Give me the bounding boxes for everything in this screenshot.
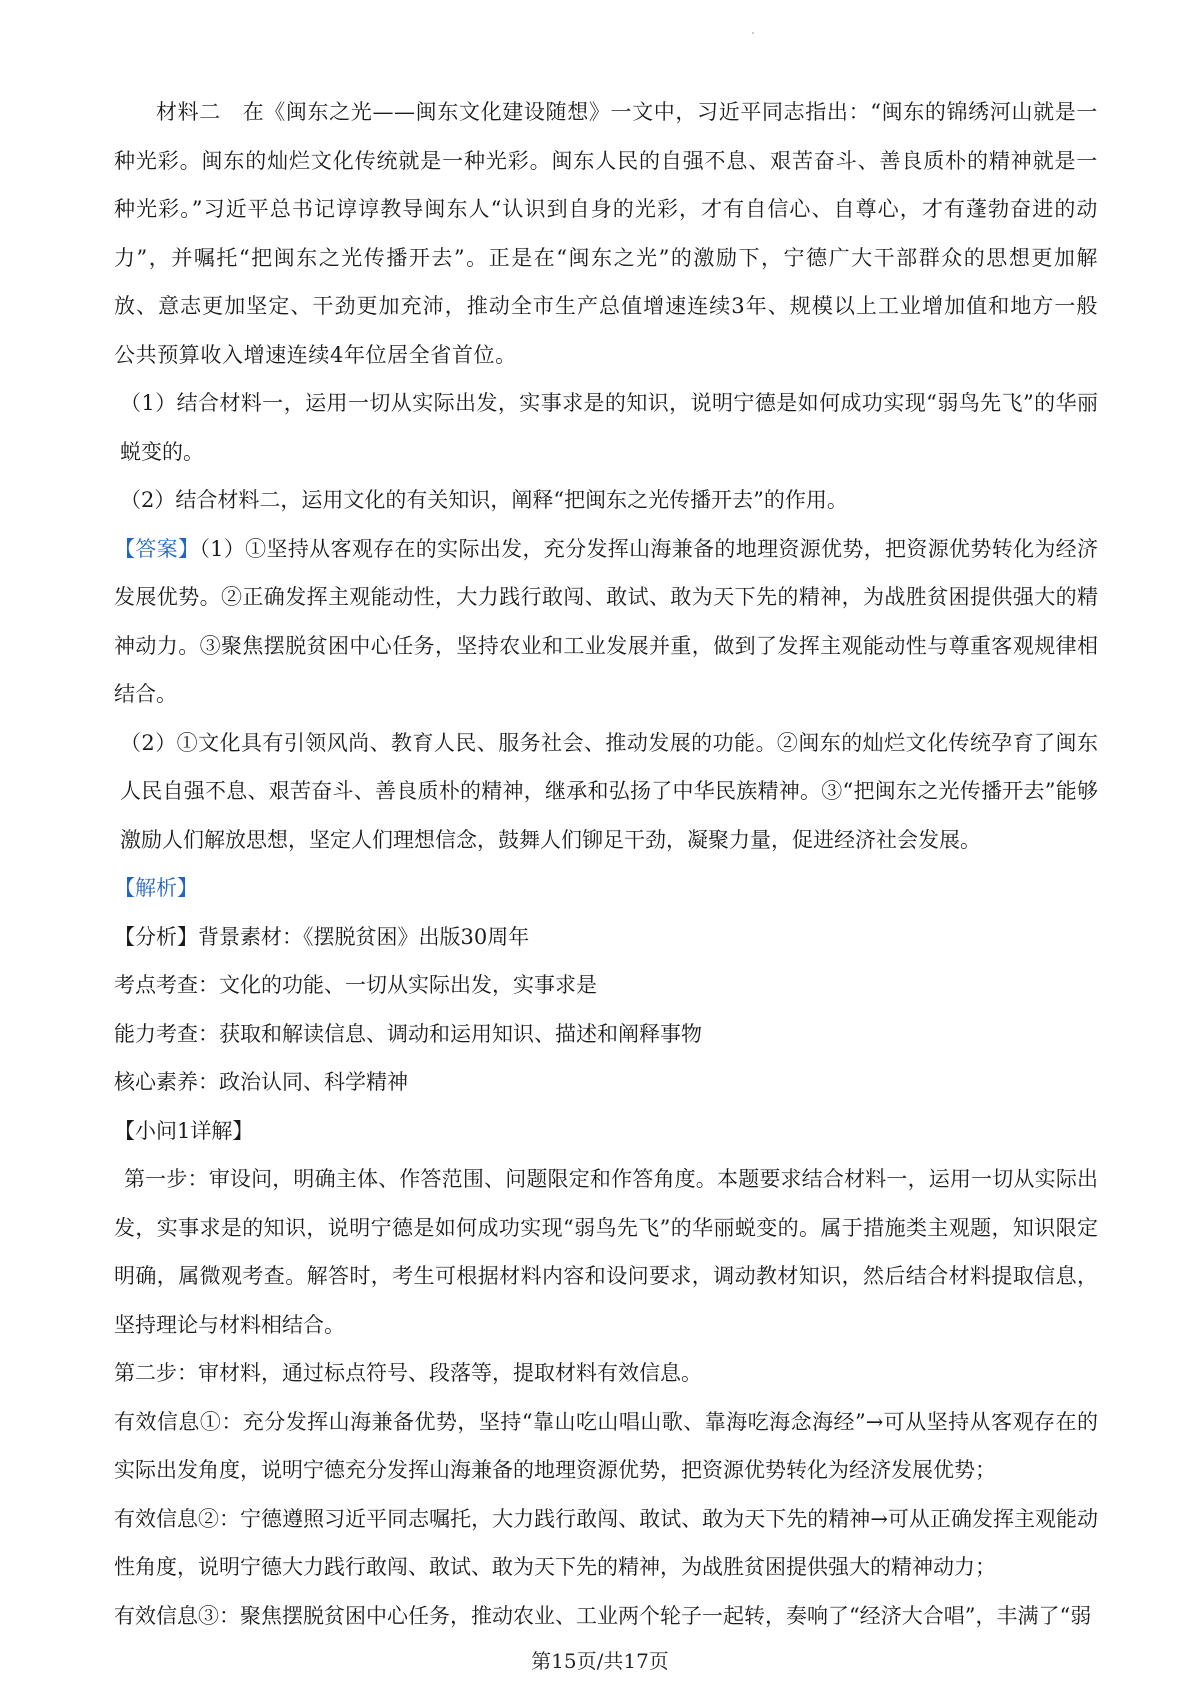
effective-info-2: 有效信息②：宁德遵照习近平同志嘱托，大力践行敢闯、敢试、敢为天下先的精神→可从正确发挥主观能动性角度，说明宁德大力践行敢闯、敢试、敢为天下先的精神，为战胜贫困提供强大的精神动力； — [114, 1506, 1098, 1579]
step-2-paragraph: 第二步：审材料，通过标点符号、段落等，提取材料有效信息。 — [114, 1361, 702, 1385]
page-content — [114, 88, 1098, 1640]
sub-question-1-heading: 【小问1详解】 — [114, 1118, 254, 1143]
analysis-exam-point: 考点考查：文化的功能、一切从实际出发，实事求是 — [114, 973, 597, 997]
step-1-paragraph: 第一步：审设问，明确主体、作答范围、问题限定和作答角度。本题要求结合材料一，运用一切从实际出发，实事求是的知识，说明宁德是如何成功实现“弱鸟先飞”的华丽蜕变的。属于措施类主观题，知识限定明确，属微观考查。解答时，考生可根据材料内容和设问要求，调动教材知识，然后结合材料提取信息，坚持理论与材料相结合。 — [114, 1167, 1098, 1337]
analysis-label: 【解析】 — [114, 876, 198, 900]
material-two-paragraph: 材料二 在《闽东之光——闽东文化建设随想》一文中，习近平同志指出：“闽东的锦绣河山就是一种光彩。闽东的灿烂文化传统就是一种光彩。闽东人民的自强不息、艰苦奋斗、善良质朴的精神就是一种光彩。”习近平总书记谆谆教导闽东人“认识到自身的光彩，才有自信心、自尊心，才有蓬勃奋进的动力”，并嘱托“把闽东之光传播开去”。正是在“闽东之光”的激励下，宁德广大干部群众的思想更加解放、意志更加坚定、干劲更加充沛，推动全市生产总值增速连续3年、规模以上工业增加值和地方一般公共预算收入增速连续4年位居全省首位。 — [114, 100, 1098, 367]
effective-info-1: 有效信息①：充分发挥山海兼备优势，坚持“靠山吃山唱山歌、靠海吃海念海经”→可从坚持从客观存在的实际出发角度，说明宁德充分发挥山海兼备的地理资源优势，把资源优势转化为经济发展优势； — [114, 1409, 1098, 1482]
analysis-core-literacy: 核心素养：政治认同、科学精神 — [114, 1070, 408, 1094]
effective-info-3: 有效信息③：聚焦摆脱贫困中心任务，推动农业、工业两个轮子一起转，奏响了“经济大合唱”，丰满了“弱 — [114, 1603, 1092, 1628]
answer-paragraph-2: （2）①文化具有引领风尚、教育人民、服务社会、推动发展的功能。②闽东的灿烂文化传统孕育了闽东人民自强不息、艰苦奋斗、善良质朴的精神，继承和弘扬了中华民族精神。③“把闽东之光传播开去”能够激励人们解放思想，坚定人们理想信念，鼓舞人们铆足干劲，凝聚力量，促进经济社会发展。 — [120, 730, 1098, 852]
scan-speck — [752, 32, 754, 34]
page-number-footer: 第15页/共17页 — [531, 1649, 669, 1673]
answer-paragraph-1 — [114, 525, 1098, 719]
analysis-background: 【分析】背景素材：《摆脱贫困》出版30周年 — [114, 924, 530, 949]
question-2: （2）结合材料二，运用文化的有关知识，阐释“把闽东之光传播开去”的作用。 — [120, 488, 848, 512]
answer-label: 【答案】 — [114, 536, 200, 561]
analysis-ability: 能力考查：获取和解读信息、调动和运用知识、描述和阐释事物 — [114, 1021, 702, 1046]
question-1: （1）结合材料一，运用一切从实际出发，实事求是的知识，说明宁德是如何成功实现“弱鸟先飞”的华丽蜕变的。 — [120, 391, 1098, 464]
answer-1-text: （1）①坚持从客观存在的实际出发，充分发挥山海兼备的地理资源优势，把资源优势转化为经济发展优势。②正确发挥主观能动性，大力践行敢闯、敢试、敢为天下先的精神，为战胜贫困提供强大的精神动力。③聚焦摆脱贫困中心任务，坚持农业和工业发展并重，做到了发挥主观能动性与尊重客观规律相结合。 — [114, 536, 1099, 706]
